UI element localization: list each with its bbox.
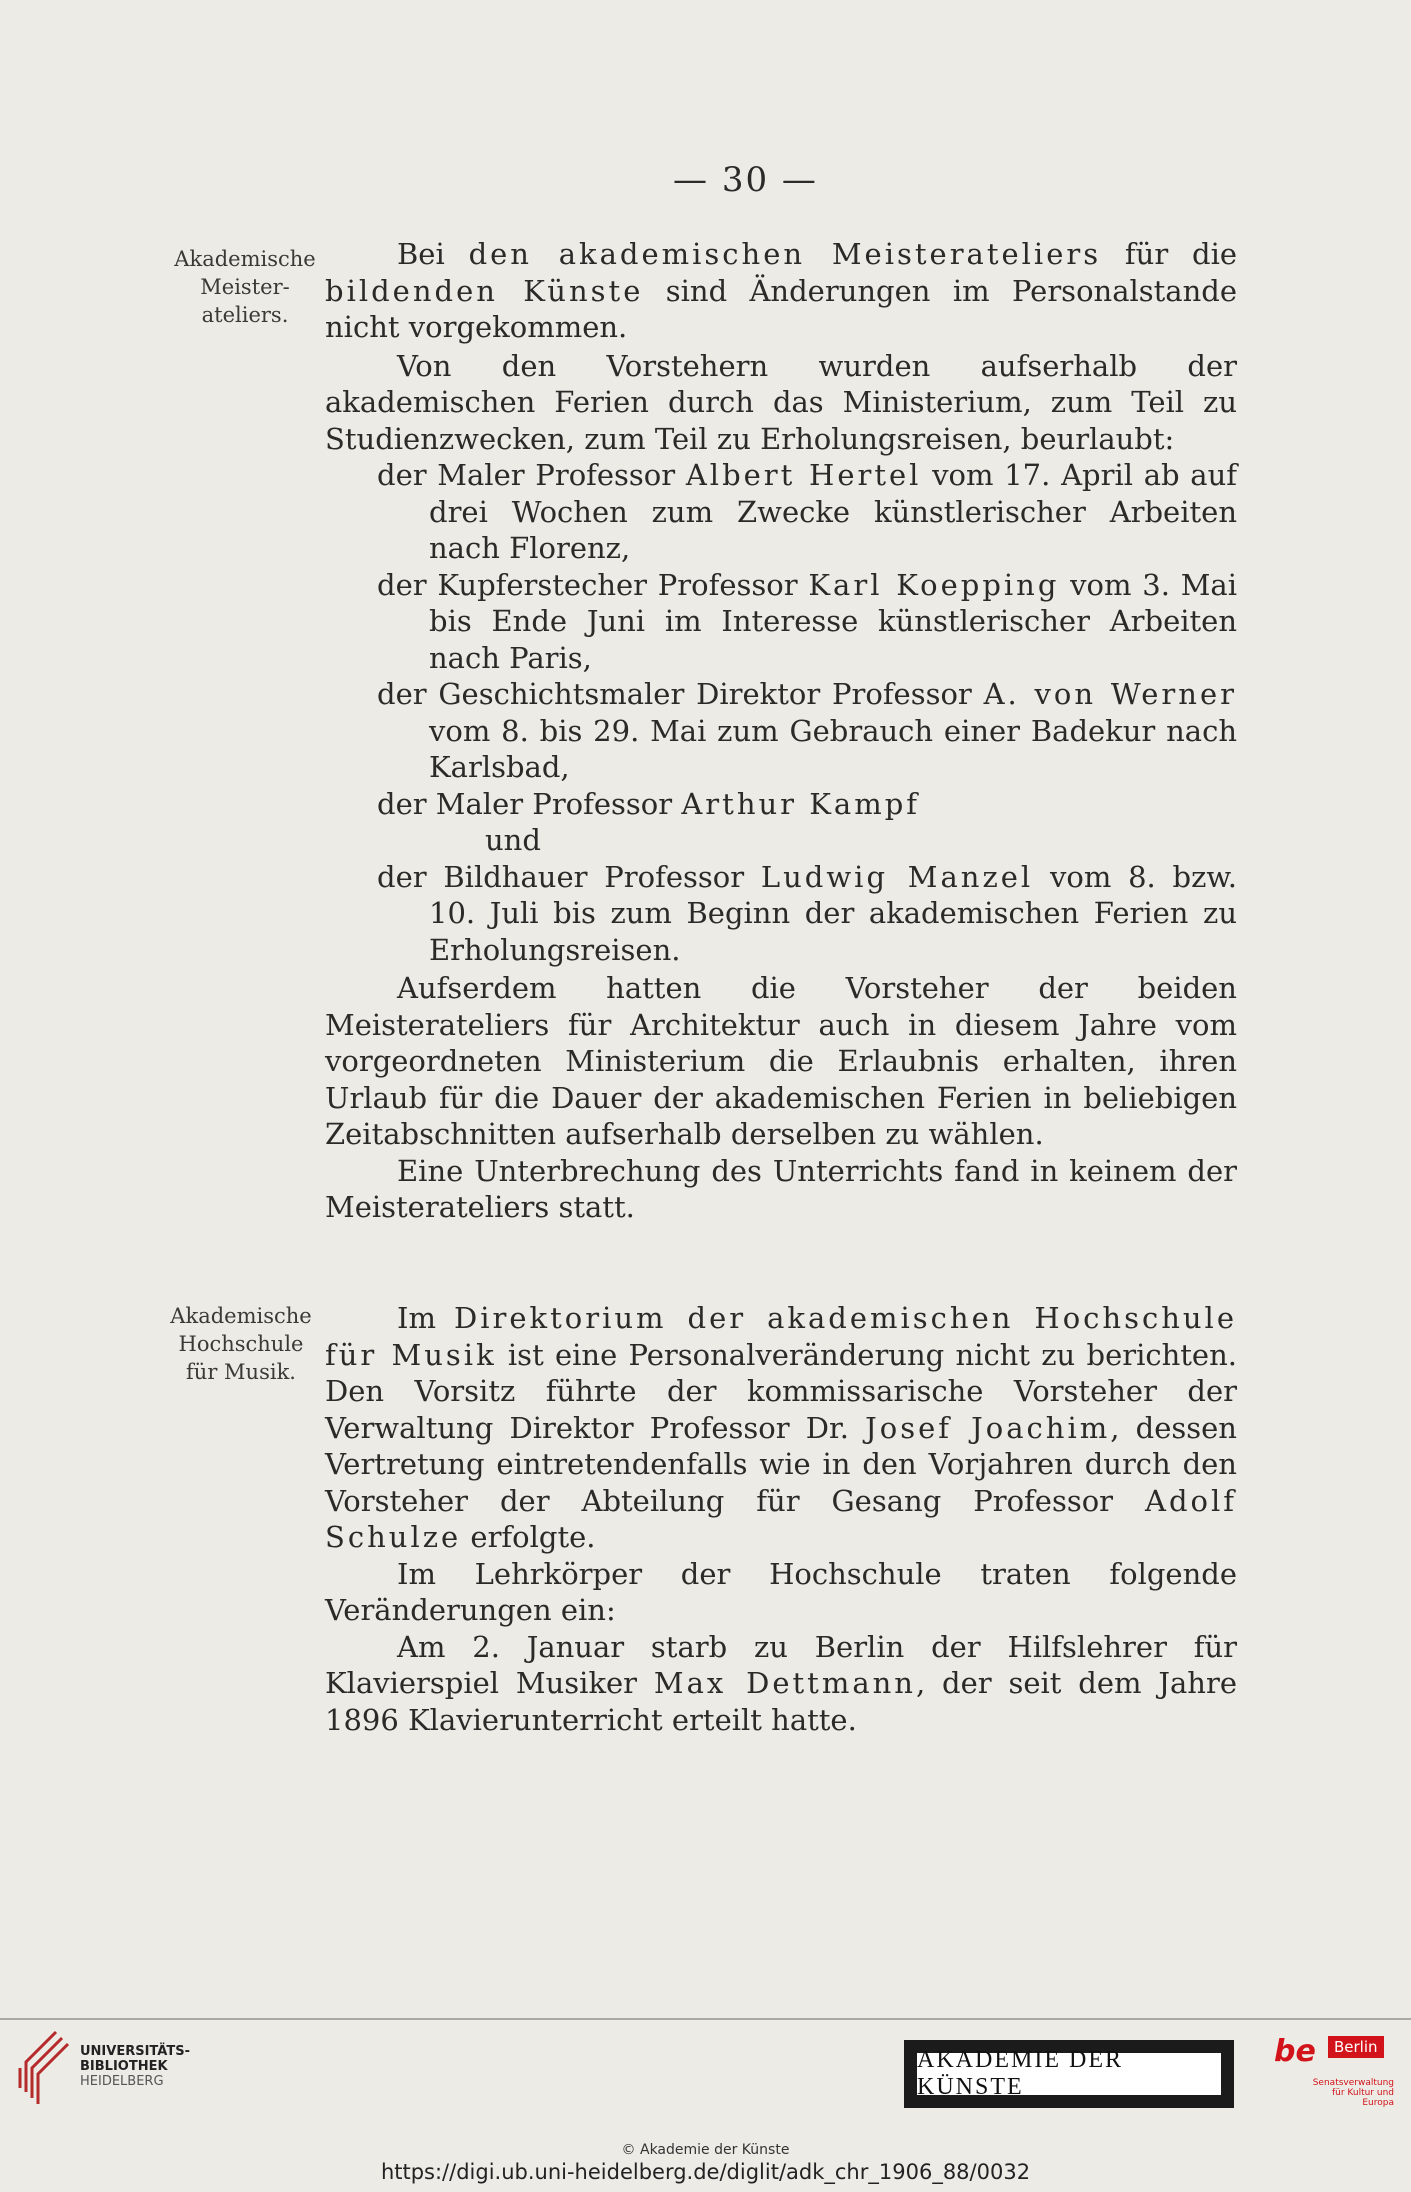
berlin-be-mark: be [1274,2034,1316,2069]
entry-kampf [325,786,1237,823]
akademie-logo-label: AKADEMIE DER KÜNSTE [915,2051,1223,2097]
section-meisterateliers [325,236,1237,1226]
text-run: vom 8. bis 29. Mai zum Gebrauch einer Badekur nach Karlsbad, [429,713,1237,784]
copyright-notice: © Akademie der Künste [621,2142,790,2158]
berlin-sub-line: für Kultur und Europa [1331,2088,1394,2108]
ub-line: BIBLIOTHEK [80,2059,168,2074]
paragraph-unterbrechung: Eine Unterbrechung des Unterrichts fand in keinem der Meisterateliers statt. [325,1153,1237,1224]
text-run: sind Änderungen im Personalstande nicht vorgekommen. [325,273,1237,344]
ub-line: UNIVERSITÄTS- [80,2044,190,2059]
person-name: Ludwig Manzel [760,859,1034,894]
paragraph-beurlaubt: Von den Vorstehern wurden aufserhalb der akademischen Ferien durch das Ministerium, zum Teil zu Studienzwecken, zum Teil zu Erholungsreisen, beurlaubt: [325,348,1237,456]
text-run: Bei [397,237,469,271]
akademie-logo [904,2040,1234,2108]
person-name: Max Dettmann [653,1666,916,1700]
text-run: für die [1101,237,1238,271]
margin-note-line: ateliers. [201,303,289,327]
paragraph-direktorium [325,1300,1237,1556]
paragraph-lehrkoerper: Im Lehrkörper der Hochschule traten folgende Veränderungen ein: [325,1556,1237,1627]
text-run: Im [397,1301,454,1335]
margin-note-hochschule [166,1302,316,1386]
berlin-label: Berlin [1328,2036,1384,2058]
margin-note-meisterateliers [170,245,320,329]
entry-koepping [325,567,1237,677]
text-run: der Maler Professor [377,458,686,492]
berlin-logo [1270,2032,1396,2106]
text-run: , der seit dem Jahre 1896 Klavierunterricht erteilt hatte. [325,1666,1238,1737]
margin-note-line: Akademische [170,1304,312,1328]
spaced-term: bildenden Künste [325,273,644,308]
paragraph-dettmann [325,1629,1237,1739]
section-hochschule [325,1300,1237,1738]
text-run: der Maler Professor [377,786,682,821]
ub-line: HEIDELBERG [80,2074,164,2089]
entry-hertel [325,457,1237,567]
text-run: ist eine Personalveränderung nicht zu berichten. Den Vorsitz führte der kommissarische Vorsteher der Verwaltung Direktor Professor Dr. [325,1337,1237,1445]
und-connector: und [485,823,541,857]
university-library-name [80,2044,190,2089]
paragraph-architektur: Aufserdem hatten die Vorsteher der beiden Meisterateliers für Architektur auch in diesem Jahre vom vorgeordneten Ministerium die Erlaubnis erhalten, ihren Urlaub für die Dauer der akademischen Ferien in beliebigen Zeitabschnitten aufserhalb derselben zu wählen. [325,971,1237,1151]
text-run: , dessen Vertretung eintretendenfalls wie in den Vorjahren durch den Vorsteher der Abteilung für Gesang Professor [325,1410,1237,1518]
paragraph-intro [325,236,1237,346]
text-run: der Kupferstecher Professor [377,567,809,602]
person-name: A. von Werner [983,677,1237,711]
text-run: Am 2. Januar starb zu Berlin der Hilfslehrer für Klavierspiel Musiker [325,1629,1237,1700]
margin-note-line: für Musik. [186,1360,296,1384]
person-name: Adolf Schulze [325,1483,1237,1554]
entry-manzel [325,859,1237,969]
person-name: Albert Hertel [685,458,922,492]
text-run: vom 3. Mai bis Ende Juni im Interesse künstlerischer Arbeiten nach Paris, [429,567,1237,675]
text-run: der Geschichtsmaler Direktor Professor [377,677,984,711]
person-name: Karl Koepping [808,567,1060,602]
footer-divider [0,2018,1411,2020]
text-run: vom 8. bzw. 10. Juli bis zum Beginn der akademischen Ferien zu Erholungsreisen. [429,859,1237,967]
entry-werner [325,676,1237,786]
person-name: Josef Joachim [865,1410,1111,1445]
text-run: vom 17. April ab auf drei Wochen zum Zwecke künstlerischer Arbeiten nach Florenz, [429,458,1237,565]
page-number: — 30 — [673,160,818,200]
source-url-link[interactable]: https://digi.ub.uni-heidelberg.de/diglit/adk_chr_1906_88/0032 [380,2160,1031,2184]
text-run: erfolgte. [461,1520,596,1554]
margin-note-line: Hochschule [178,1332,304,1356]
text-run: der Bildhauer Professor [377,859,761,894]
berlin-sub-line: Senatsverwaltung [1312,2078,1394,2088]
spaced-term: den akademischen Meisterateliers [468,237,1102,271]
margin-note-line: Akademische [174,247,316,271]
university-library-logo-icon [16,2028,70,2106]
berlin-subtitle [1306,2078,1394,2108]
margin-note-line: Meister- [200,275,290,299]
spaced-term: Direktorium der akademischen Hochschule für Musik [325,1301,1237,1372]
person-name: Arthur Kampf [681,786,921,821]
